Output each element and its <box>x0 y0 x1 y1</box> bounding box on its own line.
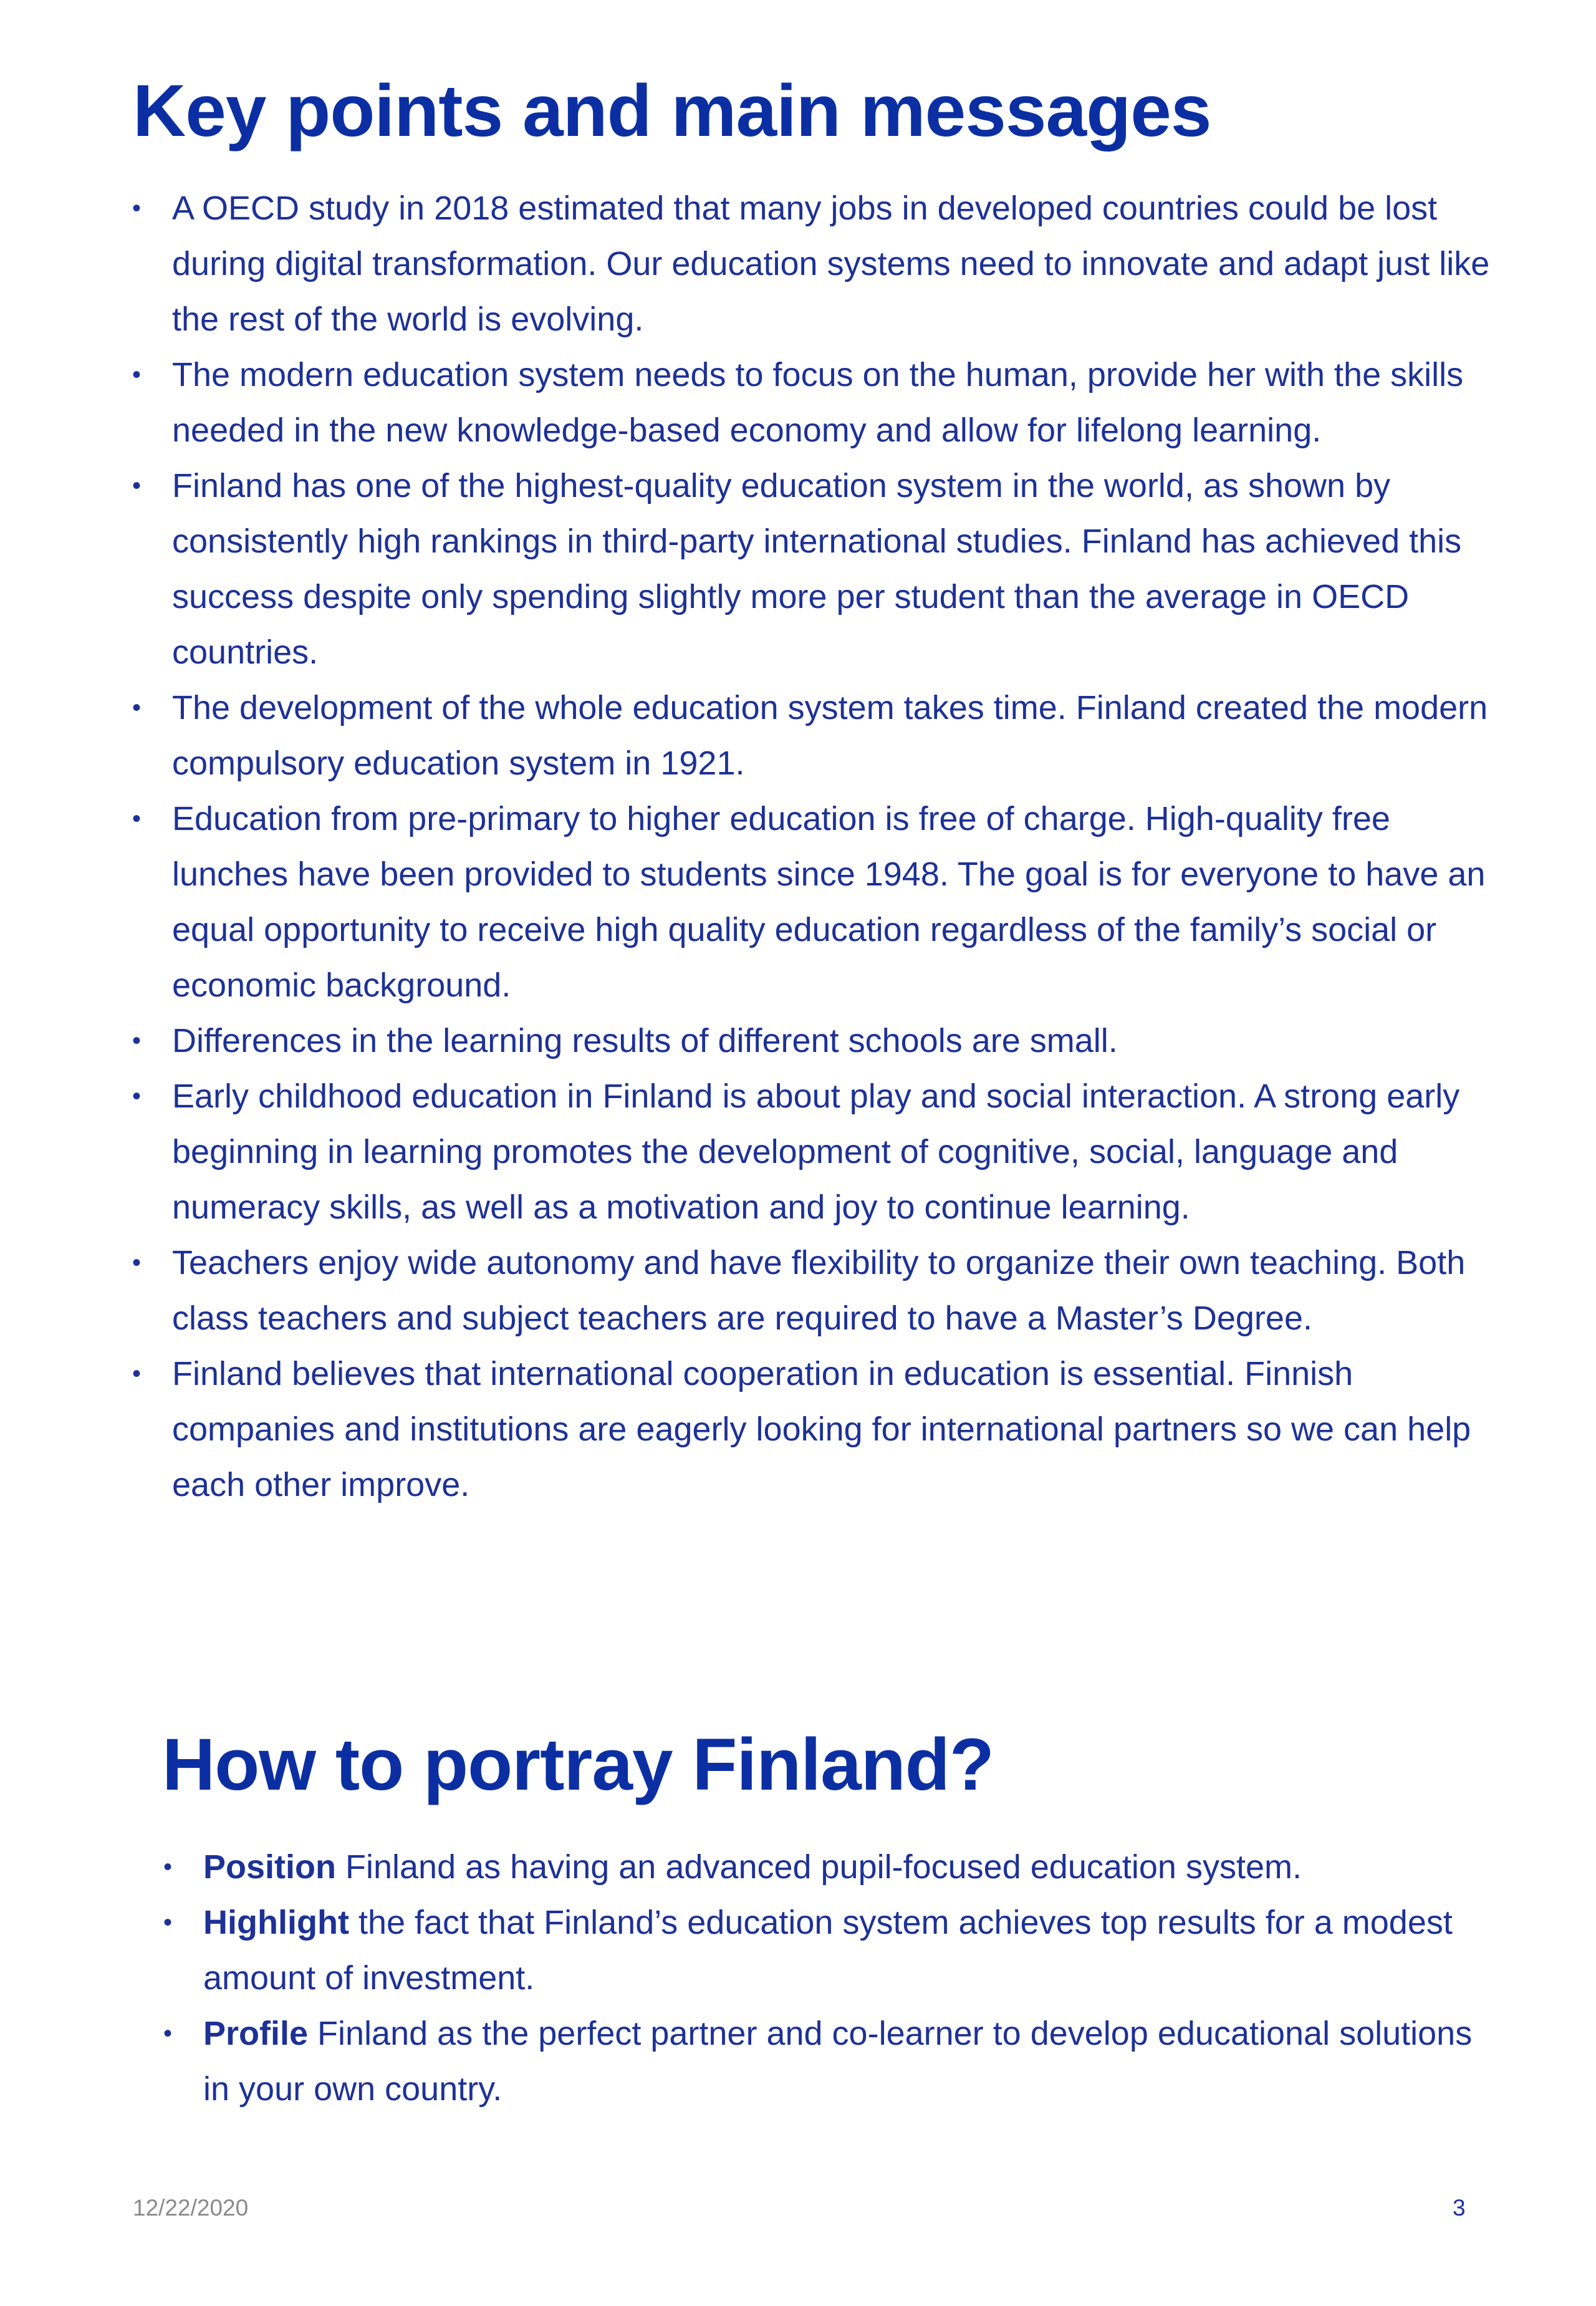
bullet-icon: • <box>132 1360 142 1387</box>
list-item-text: the fact that Finland’s education system achieves top results for a modest amount of investment. <box>203 1904 1453 1997</box>
section-title-portray: How to portray Finland? <box>162 1724 994 1806</box>
list-item-text: Finland has one of the highest-quality education system in the world, as shown by consistently high rankings in third-party international studies. Finland has achieved this success despite only spending slightly more per student than the average in OECD countries. <box>172 467 1462 671</box>
list-item <box>156 1895 1496 2006</box>
list-item-keyword: Position <box>203 1848 336 1886</box>
page-number: 3 <box>1453 2195 1466 2221</box>
list-item <box>125 1069 1496 1235</box>
bullet-icon: • <box>163 1853 173 1881</box>
bullet-icon: • <box>132 1027 142 1054</box>
bullet-icon: • <box>163 1909 173 1936</box>
list-item <box>125 1013 1496 1069</box>
page-title: Key points and main messages <box>133 70 1211 152</box>
list-item <box>125 347 1496 458</box>
list-item-keyword: Profile <box>203 2015 309 2052</box>
list-item <box>125 680 1496 791</box>
footer-date: 12/22/2020 <box>133 2195 249 2221</box>
bullet-icon: • <box>132 361 142 388</box>
list-item-text: Finland believes that international cooperation in education is essential. Finnish companies and institutions are eagerly looking for international partners so we can help each other improve. <box>172 1355 1471 1503</box>
list-item-text: Differences in the learning results of different schools are small. <box>172 1022 1118 1059</box>
list-item-text: Education from pre-primary to higher education is free of charge. High-quality free lunches have been provided to students since 1948. The goal is for everyone to have an equal opportunity to receive high quality education regardless of the family’s social or economic background. <box>172 800 1486 1004</box>
list-item-keyword: Highlight <box>203 1904 349 1941</box>
list-item-text: Finland as having an advanced pupil-focused education system. <box>336 1848 1302 1886</box>
list-item <box>125 458 1496 680</box>
bullet-icon: • <box>132 1249 142 1276</box>
list-item-text: Early childhood education in Finland is about play and social interaction. A strong early beginning in learning promotes the development of cognitive, social, language and numeracy skills, as well as a motivation and joy to continue learning. <box>172 1078 1460 1226</box>
bullet-icon: • <box>132 1083 142 1110</box>
list-item-text: Teachers enjoy wide autonomy and have flexibility to organize their own teaching. Both class teachers and subject teachers are required to have a Master’s Degree. <box>172 1244 1466 1337</box>
list-item-text: The modern education system needs to focus on the human, provide her with the skills needed in the new knowledge-based economy and allow for lifelong learning. <box>172 356 1464 449</box>
bullet-icon: • <box>132 805 142 832</box>
list-item <box>125 791 1496 1013</box>
key-points-list <box>125 181 1496 1513</box>
list-item <box>156 1840 1496 1895</box>
portray-list <box>156 1840 1496 2117</box>
list-item <box>125 1235 1496 1346</box>
list-item-text: The development of the whole education system takes time. Finland created the modern compulsory education system in 1921. <box>172 689 1488 782</box>
bullet-icon: • <box>132 694 142 721</box>
list-item <box>156 2006 1496 2117</box>
list-item <box>125 181 1496 347</box>
bullet-icon: • <box>132 472 142 499</box>
list-item-text: A OECD study in 2018 estimated that many jobs in developed countries could be lost during digital transformation. Our education systems need to innovate and adapt just like the rest of the world is evolving. <box>172 190 1490 338</box>
list-item-text: Finland as the perfect partner and co-learner to develop educational solutions in your own country. <box>203 2015 1473 2108</box>
bullet-icon: • <box>163 2020 173 2047</box>
list-item <box>125 1346 1496 1513</box>
bullet-icon: • <box>132 195 142 222</box>
